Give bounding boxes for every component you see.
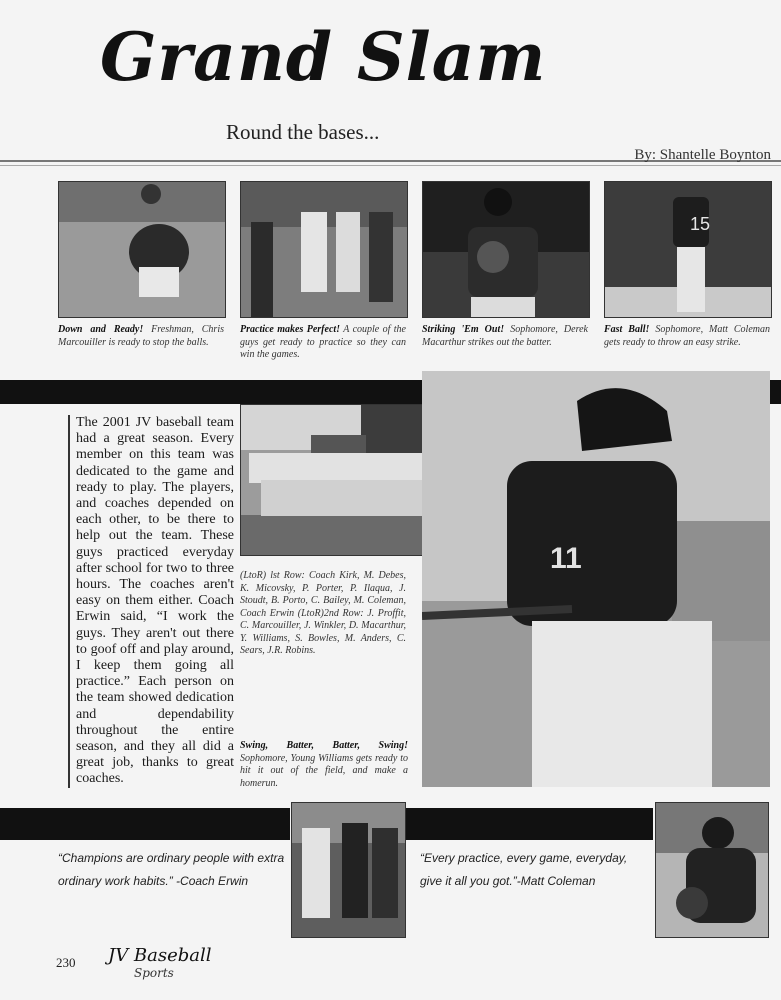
- caption-body: A couple of the guys get ready to practice so they can win the games.: [240, 324, 406, 360]
- section-band-left: [0, 380, 422, 404]
- caption-fastball: [604, 324, 770, 349]
- photo-pitcher: [422, 181, 590, 318]
- header-rule-thin: [0, 165, 781, 166]
- photo-fielder: [58, 181, 226, 318]
- byline: By: Shantelle Boynton: [634, 147, 771, 163]
- page-title: Grand Slam: [100, 18, 547, 96]
- svg-text:15: 15: [690, 214, 711, 234]
- page-subtitle: Round the bases...: [226, 120, 380, 144]
- quote-coach: “Champions are ordinary people with extra ordinary work habits.” -Coach Erwin: [58, 851, 285, 888]
- caption-pitcher: [422, 324, 588, 349]
- caption-lead: Practice makes Perfect!: [240, 324, 341, 335]
- page-number: 230: [56, 955, 76, 970]
- caption-lead: Swing, Batter, Batter, Swing!: [240, 740, 408, 751]
- photo-fastball: [604, 181, 772, 318]
- story-text: The 2001 JV baseball team had a great season. Every member on this team was dedicated to the game and ready to play. The players, and coaches depended on each other, to be there to help out the team. These guys practiced everyday after school for two to three hours. The coaches aren't easy on them either. Coach Erwin said, “I work the guys. They aren't out there to goof off and play around, I keep them going all practice.” Each person on the team showed dedication and dependability throughout the entire season, and they all did a great job, thanks to great coaches.: [68, 415, 234, 788]
- caption-batter: [240, 740, 408, 790]
- section-band-right: [770, 380, 781, 404]
- caption-lead: Down and Ready!: [58, 324, 144, 335]
- photo-catcher: [655, 802, 769, 938]
- caption-team: (LtoR) lst Row: Coach Kirk, M. Debes, K. Micovsky, P. Porter, P. Ilaqua, J. Stoudt, B. Porto, C. Bailey, M. Coleman, Coach Erwin (LtoR)2nd Row: J. Proffit, C. Marcouiller, J. Winkler, D. Macarthur, Y. Williams, S. Bowles, M. Anders, C. Sears, J.R. Robins.: [240, 570, 406, 656]
- caption-practice: [240, 324, 406, 362]
- section-title: JV Baseball: [108, 945, 212, 966]
- caption-lead: Fast Ball!: [604, 324, 650, 335]
- photo-practice: [240, 181, 408, 318]
- caption-lead: Striking 'Em Out!: [422, 324, 505, 335]
- caption-body: Sophomore, Young Williams gets ready to hit it out of the field, and make a homerun.: [240, 752, 408, 789]
- photo-team: [240, 404, 452, 556]
- bottom-band-middle: [405, 808, 653, 840]
- section-subtitle: Sports: [134, 966, 174, 980]
- caption-body: Freshman, Chris Marcouiller is ready to stop the balls.: [58, 324, 224, 348]
- photo-batter: [422, 371, 770, 787]
- jersey-number: 11: [550, 542, 582, 575]
- quote-player: “Every practice, every game, everyday, give it all you got.”-Matt Coleman: [420, 851, 628, 888]
- caption-body: Sophomore, Derek Macarthur strikes out the batter.: [422, 324, 588, 348]
- caption-body: Sophomore, Matt Coleman gets ready to throw an easy strike.: [604, 324, 770, 348]
- bottom-band-left: [0, 808, 290, 840]
- photo-coaches: [291, 802, 406, 938]
- caption-fielder: [58, 324, 224, 349]
